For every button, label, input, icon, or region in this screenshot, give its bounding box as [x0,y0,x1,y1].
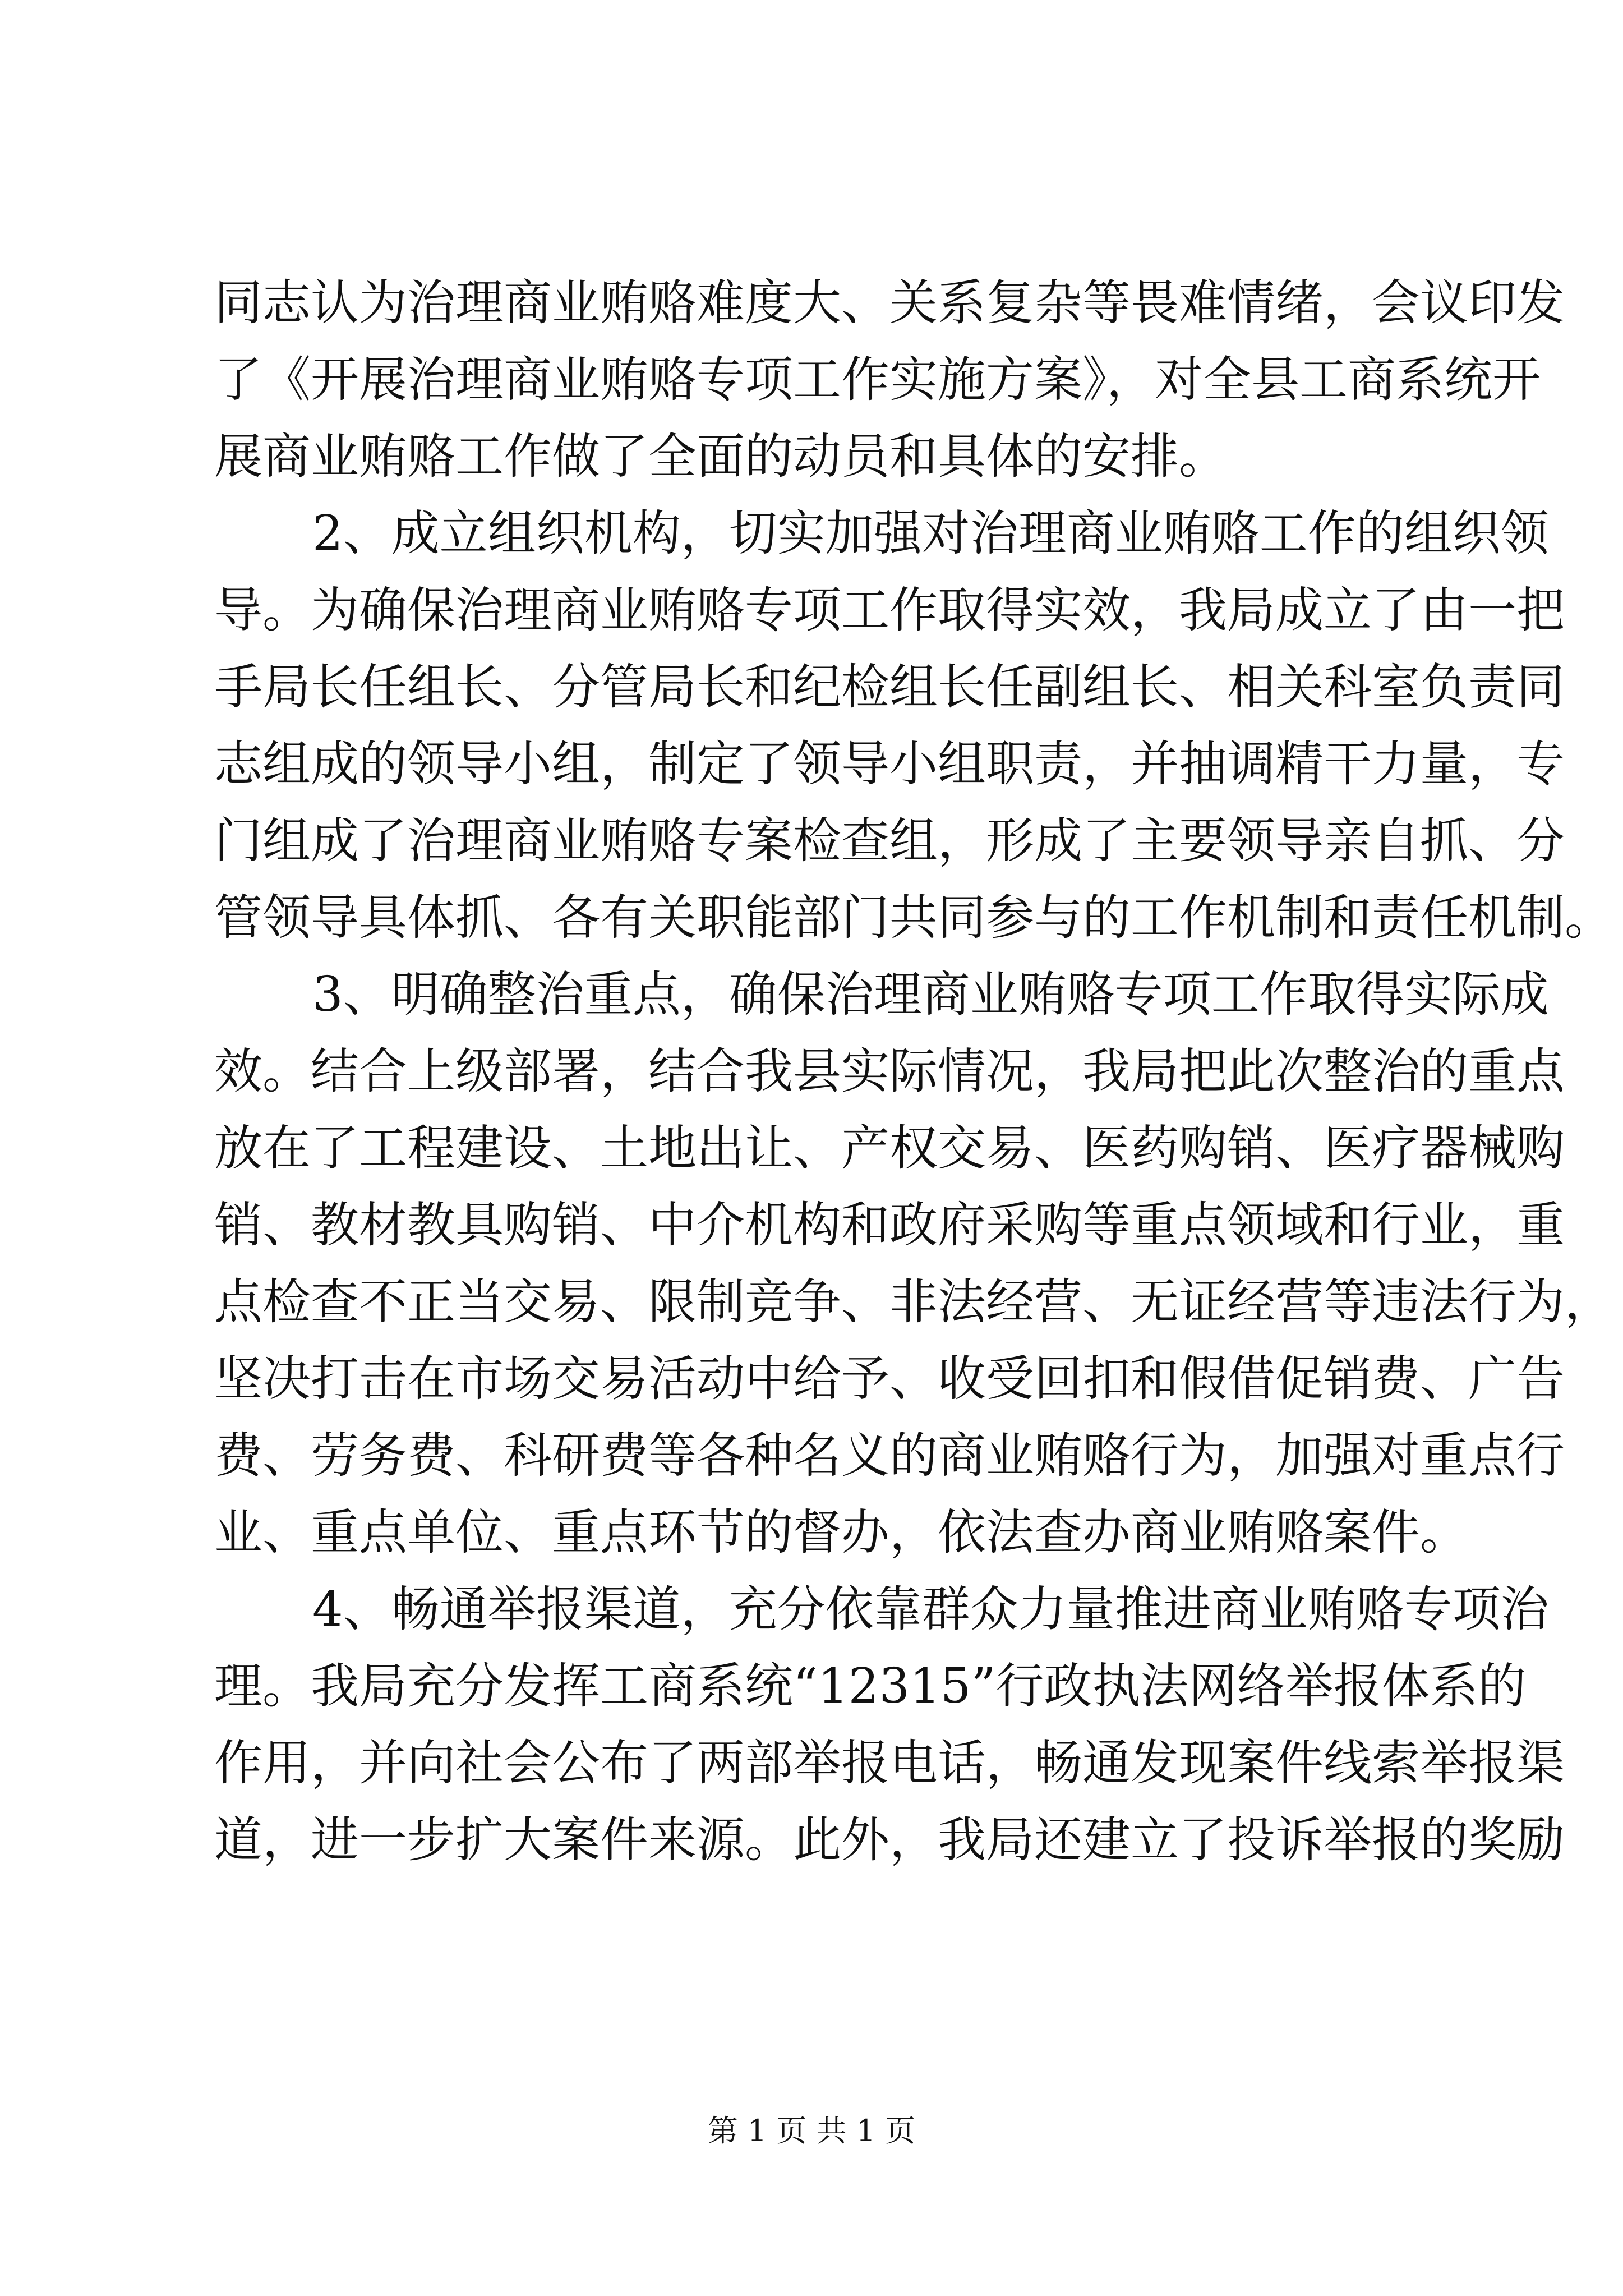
text-line-2: 了《开展治理商业贿赂专项工作实施方案》，对全县工商系统开 [214,352,1541,408]
text-line-9: 管领导具体抓、各有关职能部门共同参与的工作机制和责任机制。 [214,890,1613,946]
text-line-6: 手局长任组长、分管局长和纪检组长任副组长、相关科室负责同 [214,659,1565,715]
text-line-17: 业、重点单位、重点环节的督办，依法查办商业贿赂案件。 [214,1504,1468,1561]
text-line-1: 同志认为治理商业贿赂难度大、关系复杂等畏难情绪，会议印发 [214,275,1565,331]
text-line-13: 销、教材教具购销、中介机构和政府采购等重点领域和行业，重 [214,1197,1565,1253]
text-line-14: 点检查不正当交易、限制竞争、非法经营、无证经营等违法行为， [214,1274,1613,1330]
text-line-19: 理。我局充分发挥工商系统“12315”行政执法网络举报体系的 [214,1658,1527,1714]
text-line-3: 展商业贿赂工作做了全面的动员和具体的安排。 [214,429,1227,485]
text-line-11: 效。结合上级部署，结合我县实际情况，我局把此次整治的重点 [214,1043,1565,1099]
text-line-16: 费、劳务费、科研费等各种名义的商业贿赂行为，加强对重点行 [214,1428,1565,1484]
text-line-12: 放在了工程建设、土地出让、产权交易、医药购销、医疗器械购 [214,1120,1565,1176]
text-line-15: 坚决打击在市场交易活动中给予、收受回扣和假借促销费、广告 [214,1351,1565,1407]
text-line-5: 导。为确保治理商业贿赂专项工作取得实效，我局成立了由一把 [214,582,1565,638]
paragraph-2-first-line: 2、成立组织机构，切实加强对治理商业贿赂工作的组织领 [312,505,1549,562]
page-footer: 第 1 页 共 1 页 [707,2113,916,2148]
text-line-21: 道，进一步扩大案件来源。此外，我局还建立了投诉举报的奖励 [214,1812,1565,1868]
text-line-20: 作用，并向社会公布了两部举报电话，畅通发现案件线索举报渠 [214,1735,1565,1791]
paragraph-3-first-line: 3、明确整治重点，确保治理商业贿赂专项工作取得实际成 [312,967,1549,1023]
text-line-7: 志组成的领导小组，制定了领导小组职责，并抽调精干力量，专 [214,736,1565,792]
text-line-8: 门组成了治理商业贿赂专案检查组，形成了主要领导亲自抓、分 [214,813,1565,869]
paragraph-4-first-line: 4、畅通举报渠道，充分依靠群众力量推进商业贿赂专项治 [312,1581,1549,1637]
